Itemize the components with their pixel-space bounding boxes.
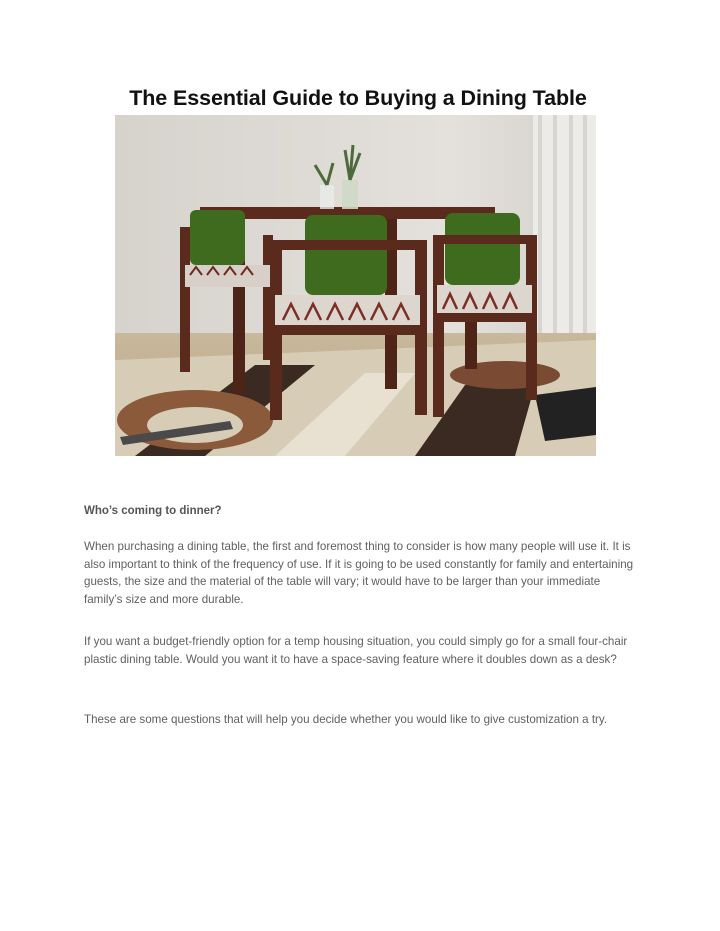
paragraph-2: If you want a budget-friendly option for a temp housing situation, you could simply go for a small four-chair plastic dining table. Would you want it to have a space-saving feature where it doubles down as a desk? <box>84 635 628 666</box>
dining-set-illustration <box>115 115 596 456</box>
section-heading: Who’s coming to dinner? <box>84 505 222 517</box>
page-title: The Essential Guide to Buying a Dining Table <box>129 86 587 110</box>
paragraph-1: When purchasing a dining table, the first and foremost thing to consider is how many people will use it. It is also important to think of the frequency of use. If it is going to be used constantly for family and entertaining guests, the size and the material of the table will vary; it would have to be larger than your immediate family’s size and more durable. <box>84 540 634 606</box>
dining-set-photo <box>115 115 596 456</box>
paragraph-3: These are some questions that will help you decide whether you would like to give customization a try. <box>84 713 608 726</box>
